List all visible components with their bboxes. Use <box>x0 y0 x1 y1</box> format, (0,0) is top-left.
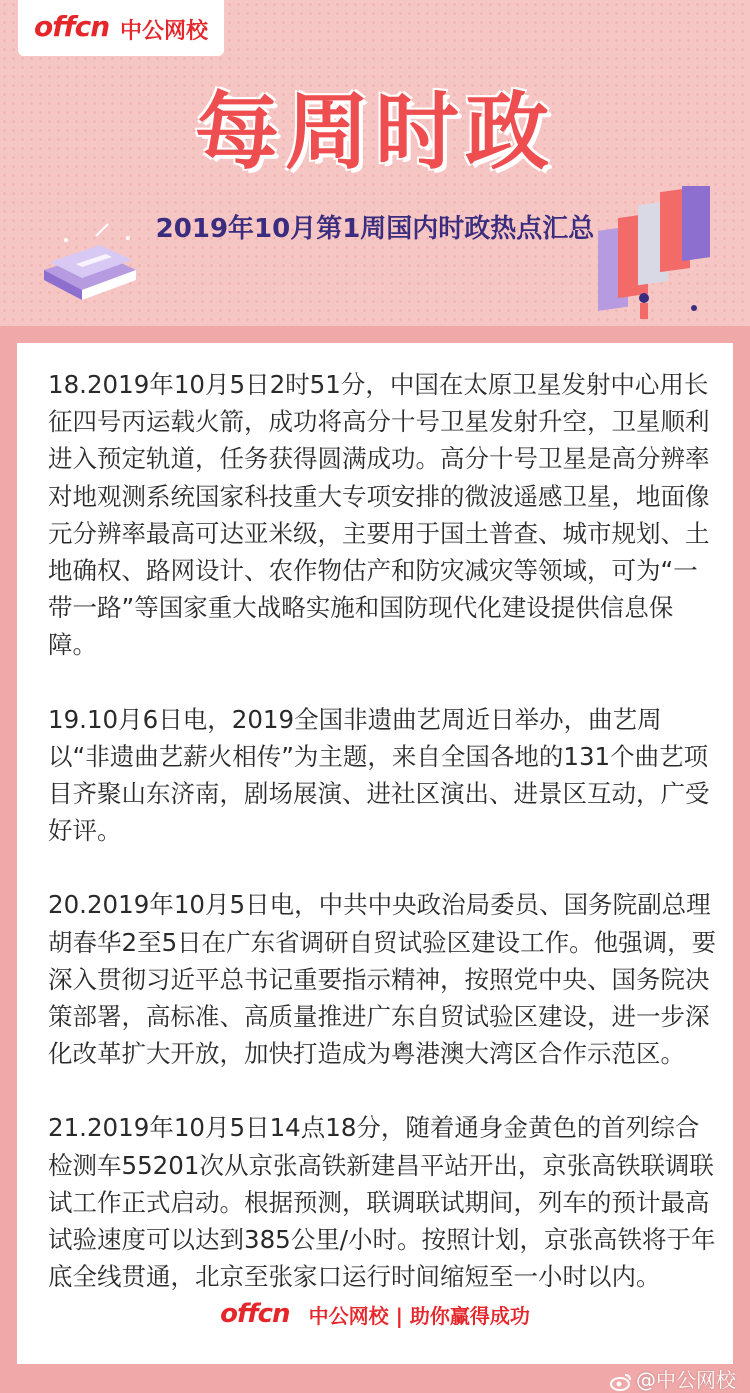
news-item-19: 19.10月6日电，2019全国非遗曲艺周近日举办，曲艺周以“非遗曲艺薪火相传”为主题，来自全国各地的131个曲艺项目齐聚山东济南，剧场展演、进社区演出、进景区互动，广受好评。 <box>48 704 710 846</box>
logo-brand: offcn <box>34 10 110 43</box>
news-item-20: 20.2019年10月5日电，中共中央政治局委员、国务院副总理胡春华2至5日在广东省调研自贸试验区建设工作。他强调，要深入贯彻习近平总书记重要指示精神，按照党中央、国务院决策部署，高标准、高质量推进广东自贸试验区建设，进一步深化改革扩大开放，加快打造成为粤港澳大湾区合作示范区。 <box>48 890 717 1069</box>
header-banner <box>0 0 750 326</box>
footer <box>17 1299 733 1339</box>
footer-logo: offcn <box>220 1299 290 1329</box>
news-list <box>48 366 718 1332</box>
weibo-icon <box>610 1373 632 1391</box>
page-title: 每周时政 <box>194 83 555 181</box>
content-card <box>17 343 733 1364</box>
books-illustration-icon <box>590 186 720 326</box>
news-item-21: 21.2019年10月5日14点18分，随着通身金黄色的首列综合检测车55201次从京张高铁新建昌平站开出，京张高铁联调联试工作正式启动。根据预测，联调联试期间，列车的预计最高试验速度可以达到385公里/小时。按照计划，京张高铁将于年底全线贯通，北京至张家口运行时间缩短至一小时以内。 <box>48 1113 716 1292</box>
book-illustration-icon <box>36 218 146 308</box>
logo-name: 中公网校 <box>120 19 209 44</box>
page-subtitle: 2019年10月第1周国内时政热点汇总 <box>155 214 595 244</box>
watermark <box>610 1364 736 1393</box>
footer-slogan: 中公网校 | 助你赢得成功 <box>308 1303 530 1328</box>
news-item-18: 18.2019年10月5日2时51分，中国在太原卫星发射中心用长征四号丙运载火箭，成功将高分十号卫星发射升空，卫星顺利进入预定轨道，任务获得圆满成功。高分十号卫星是高分辨率对地观测系统国家科技重大专项安排的微波遥感卫星，地面像元分辨率最高可达亚米级，主要用于国土普查、城市规划、土地确权、路网设计、农作物估产和防灾减灾等领域，可为“一带一路”等国家重大战略实施和国防现代化建设提供信息保障。 <box>48 370 710 660</box>
logo[interactable] <box>18 0 224 56</box>
watermark-text: @中公网校 <box>636 1368 736 1392</box>
